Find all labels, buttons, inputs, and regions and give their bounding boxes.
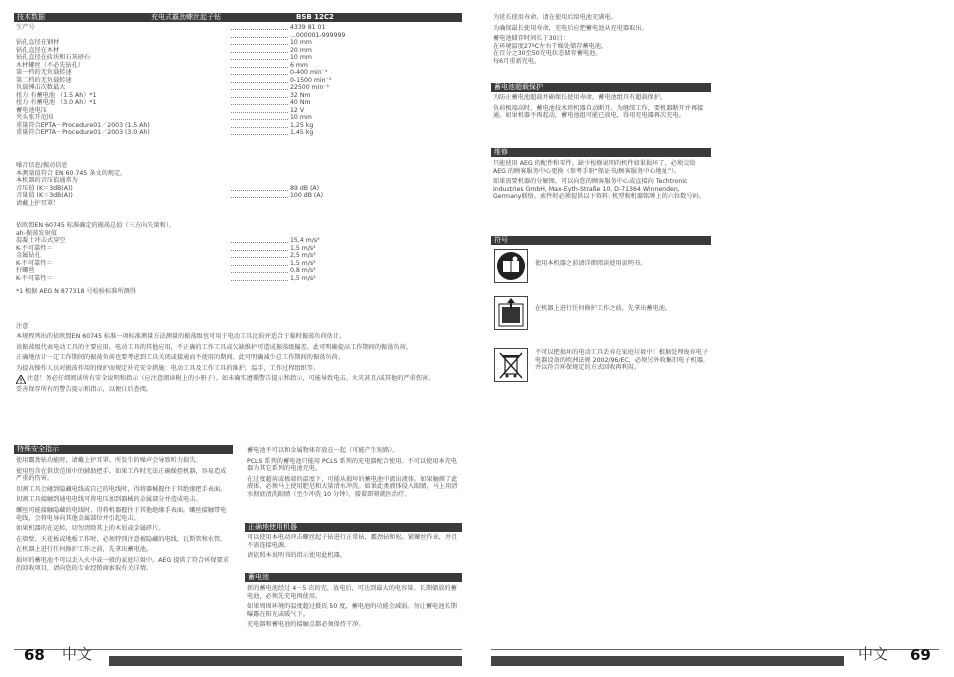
spec-row-value: 4339 81 01 (290, 24, 326, 31)
leader-dots (231, 265, 288, 266)
safety-paragraph: 在过度超荷或极端的温度下，可能从损坏的蓄电池中流出液体。如果触摸了此液体，必须马上使用肥皂和大量清水冲洗。如果此类液体侵入眼睛，马上用清水彻底清洗眼睛（至少冲洗 10 分钟），接着即刻就医治疗。 (247, 475, 458, 498)
spec-row-value: 32 Nm (290, 91, 311, 99)
spec-row-value: ...000001-999999 (290, 31, 346, 39)
warning-paragraph (16, 375, 458, 383)
noise-row-label: 音量值 (K＝3dB(A)) (16, 192, 73, 199)
usage-header: 正确地使用机器 (245, 523, 462, 532)
vibration-row-value: 0,8 m/s² (290, 267, 316, 274)
symbol-text-weee: 不可以把损坏的电动工具丢弃在家庭垃圾中！根据处理废弃电子电器设备的欧洲法规 2002/96/EC，必须另外收集旧电子机器，并以符合环保规定的方式回收再利用。 (535, 349, 710, 372)
spec-row-label: 木材螺丝（不必先钻孔） (16, 61, 85, 69)
spec-row (16, 47, 356, 55)
service-paragraph: 如果需要机器的分解图，可以向您的顾客服务中心或直接向 Techtronic Industries GmbH, Max-Eyth-Straße 10, D-71364 Winnenden, Germany联络。索件时必须提供以下资料: 机型和机器铭牌上的六位数号码。 (493, 178, 705, 201)
vibration-row-label: 拧螺丝 (16, 267, 35, 274)
notice-paragraph: 妥善保存所有的警告提示和指示，以便日后查阅。 (16, 385, 153, 393)
warning-text: 注意！务必仔细阅读所有安全说明和指示（应注意阅读附上的小册子）。如未确实遵循警告提示和指示，可能导致电击、火灾甚且/或其他的严重伤害。 (27, 375, 435, 383)
vibration-row-label: K-不可靠性＝ (16, 274, 53, 282)
battery-paragraph: 新的蓄电池经过 4－5 次的充，放电后，可达到最大的电容量。长期储放的蓄电池，必须先充电再使用。 (247, 585, 457, 600)
spec-row-value: 22500 min⁻¹ (290, 84, 330, 91)
vibration-table (16, 222, 356, 282)
spec-row-value: 1,45 kg (290, 129, 314, 136)
vibration-row-value: 1,5 m/s² (290, 244, 316, 252)
usage-paragraph: 可以使用本电动冲击螺丝起子钻进行正常钻，霸劲钻和松、紧螺丝作业，并且不需连接电源。 (247, 534, 458, 549)
symbols-header: 符号 (491, 236, 711, 245)
vibration-row (16, 222, 356, 230)
spec-row-label: 钻孔直径在砖块和石灰砂石 (16, 54, 91, 61)
spec-row-label: 钻孔直径在木材 (16, 46, 60, 54)
vibration-row-value: 2,5 m/s² (290, 252, 316, 259)
safety-paragraph: 在墙壁、天花板或地板工作时，必须特别注意被隐藏的电线，瓦斯管和水管。 (16, 535, 227, 543)
spec-row-label: 第二档的无负载转速 (16, 76, 72, 84)
noise-row (16, 185, 356, 193)
vibration-row-value: 15,4 m/s² (290, 237, 320, 244)
footnote: *1 根据 AEG N 877318 号检验标准所测得 (16, 288, 136, 295)
spec-row (16, 107, 356, 115)
spec-row (16, 129, 356, 137)
leader-dots (231, 112, 288, 113)
battery-text (247, 585, 462, 632)
intro-line: 每6月重新充电。 (493, 57, 541, 65)
safety-header: 特殊安全指示 (14, 445, 233, 454)
spec-row-label: 负载锤击次数最大 (16, 84, 66, 91)
leader-dots (231, 250, 288, 251)
spec-table (16, 24, 356, 137)
vibration-row-label: 混凝土冲击式穿空 (16, 237, 66, 244)
safety-paragraph: 蓄电池不可以和金属物体存放在一起（可能产生短路）。 (247, 447, 399, 454)
leader-dots (231, 272, 288, 273)
spec-row-value: 20 mm (290, 46, 312, 54)
spec-row-label: 重量符合EPTA－Procedure01／2003 (3.0 Ah) (16, 129, 150, 136)
service-header: 维修 (491, 148, 711, 157)
noise-row-label: 噪音信息/振动信息 (16, 162, 68, 169)
usage-paragraph: 请依照本说明书的指示使用此机器。 (247, 552, 346, 560)
spec-row (16, 69, 356, 77)
tech-data-title: 技术数据 (17, 13, 45, 21)
spec-row (16, 122, 356, 130)
safety-column-2 (247, 447, 462, 502)
service-paragraph: 只能使用 AEG 的配件和零件。缺少检修说明的机件如果损坏了，必须交给 AEG 的顾客服务中心更换（参考手册“保证书/顾客服务中心地址”）。 (493, 160, 696, 175)
vibration-row-label: K-不可靠性＝ (16, 259, 53, 267)
spec-row (16, 24, 356, 32)
spec-row-label: 钻孔直径在钢材 (16, 39, 60, 46)
spec-row-label: 重量符合EPTA－Procedure01／2003 (1.5 Ah) (16, 121, 150, 129)
leader-dots (231, 52, 288, 53)
leader-dots (231, 104, 288, 105)
product-description: 充电式霸劲螺丝起子钻 (151, 13, 221, 21)
leader-dots (231, 119, 288, 120)
vibration-row (16, 230, 356, 238)
noise-row-value: 100 dB (A) (290, 192, 323, 199)
battery-paragraph: 如果周围环境的温度超过摄氏 50 度，蓄电池的功能会减弱。勿让蓄电池长期曝露在阳光或暖气下。 (247, 603, 457, 618)
noise-table (16, 162, 356, 207)
usage-text (247, 534, 462, 563)
language-label-right: 中文 (858, 645, 889, 663)
noise-row (16, 192, 356, 200)
spec-row-value: 10 mm (290, 114, 312, 121)
vibration-row (16, 245, 356, 253)
intro-line: 蓄电池储存时间长于30日： (493, 35, 569, 43)
noise-row-label: 音压值 (K＝3dB(A)) (16, 184, 73, 192)
vibration-row-value: 1,5 m/s² (290, 259, 316, 267)
spec-row-value: 1,25 kg (290, 121, 314, 129)
page-number-left: 68 (24, 646, 45, 664)
spec-row (16, 39, 356, 47)
leader-dots (231, 127, 288, 128)
spec-row (16, 54, 356, 62)
leader-dots (231, 242, 288, 243)
weee-bin-icon (494, 348, 528, 382)
vibration-row (16, 275, 356, 283)
leader-dots (231, 67, 288, 68)
notice-paragraph: 正确地估计一定工作期间的振荡负荷也要考虑到工具关闭或接通而不使用的期间。此可明确减少总工作期间的振荡负荷。 (16, 354, 344, 362)
leader-dots (231, 29, 288, 30)
leader-dots (231, 97, 288, 98)
safety-paragraph: 如果机器的在运转，切勿清除其上的木屑或金属碎片。 (16, 525, 165, 533)
spec-row-value: 10 mm (290, 39, 312, 46)
spec-row (16, 99, 356, 107)
noise-row-label: 请戴上护耳罩！ (16, 199, 60, 207)
safety-paragraph: 切割工具接触到通电电线可将电压加到器械的金属部分并造成电击。 (16, 496, 202, 504)
spec-row-label: 生产号 (16, 24, 35, 31)
safety-paragraph: 使用包含在供货范围中的辅助把手。如果工作时无法正确操控机器，容易造成严重的伤害。 (16, 467, 227, 483)
leader-dots (231, 197, 288, 198)
leader-dots (231, 257, 288, 258)
warning-triangle-icon (16, 375, 26, 387)
remove-battery-icon (494, 296, 528, 330)
leader-dots (231, 44, 288, 45)
vibration-row-label: 金属钻孔 (16, 252, 41, 259)
noise-row-value: 89 dB (A) (290, 184, 320, 192)
vibration-row (16, 267, 356, 275)
notice-title: 注意 (16, 323, 29, 330)
spec-row-label: 扭力 有蓄电池 （3.0 Ah）*1 (16, 99, 97, 106)
battery-header: 蓄电池 (245, 573, 462, 582)
tech-data-header (14, 13, 462, 22)
service-text (493, 160, 709, 204)
spec-row-label: 扭力 有蓄电池 （1.5 Ah）*1 (16, 91, 97, 99)
spec-row-label: 夹头张开范围 (16, 114, 54, 121)
leader-dots (231, 89, 288, 90)
safety-paragraph: 切割工具会碰到隐藏电线或自己的电线时，得将器械握住于其绝缘把手表面。 (16, 485, 227, 493)
overload-paragraph: 为防止蓄电池超载并确保长使用寿命，蓄电池组具有超载保护。 (493, 94, 667, 101)
spec-row-value: 6 mm (290, 61, 308, 69)
battery-paragraph: 充电器和蓄电池的接触点都必须保持干净。 (247, 621, 365, 629)
intro-paragraph: 为确保最长使用寿命，充电后应把蓄电池从充电器取出。 (493, 24, 648, 32)
page-number-right: 69 (910, 646, 931, 664)
noise-row (16, 170, 356, 178)
leader-dots (231, 134, 288, 135)
noise-row (16, 162, 356, 170)
noise-row-label: 本测量值符合 EN 60 745 条文的规定。 (16, 169, 127, 177)
spec-row-value: 40 Nm (290, 99, 311, 106)
vibration-row-label: ah-振荡发射值 (16, 229, 57, 237)
safety-column-1 (16, 457, 232, 575)
vibration-row-label: K-不可靠性＝ (16, 244, 53, 252)
intro-line: 在百分之30至50充电状态储存蓄电池。 (493, 50, 602, 58)
notice-paragraph: 该振荡级代表电动工具的主要应用。电动工具的其他应用，不正确的工作工具或欠缺维护可造成振荡级偏差。此可明确提高工作期间的振荡负荷。 (16, 343, 412, 351)
language-label-left: 中文 (62, 645, 93, 663)
safety-paragraph: 损坏的蓄电池不可以丢入火中或一般的家庭垃圾中。AEG 提供了符合环保要求的回收项目，请向您的专业经销商索取有关详情。 (16, 556, 229, 572)
intro-text (493, 14, 711, 66)
notice-paragraphs (16, 333, 458, 397)
vibration-row-label: 依欧盟EN 60745 标准确定的振荡总值（三方向矢量和）。 (16, 222, 175, 229)
spec-row (16, 62, 356, 70)
leader-dots (231, 190, 288, 191)
noise-row-label: 本机器的音压值通常为 (16, 177, 78, 184)
notice-paragraph: 本规程列出的依欧盟EN 60745 标准一项标准测量方法测量的振荡级也可用于电动工具比较并适合于临时振荡负荷估计。 (16, 333, 346, 340)
spec-row (16, 77, 356, 85)
spec-row-value: 10 mm (290, 54, 312, 61)
vibration-row (16, 252, 356, 260)
intro-line: 在环境温度27ºC左右干燥处储存蓄电池。 (493, 42, 608, 50)
spec-row (16, 92, 356, 100)
spec-row (16, 84, 356, 92)
safety-paragraph: PCLS 系列的蓄电池只能用 PCLS 系列的充电器配合使用。不可以使用本充电器为其它系列的电池充电。 (247, 457, 458, 473)
leader-dots (231, 280, 288, 281)
vibration-row-value: 1,5 m/s² (290, 274, 316, 282)
overload-header: 蓄电池超载保护 (491, 83, 711, 92)
vibration-row (16, 237, 356, 245)
noise-row (16, 200, 356, 208)
spec-row (16, 32, 356, 40)
leader-dots (231, 37, 288, 38)
leader-dots (231, 59, 288, 60)
spec-row-value: 0-400 min⁻¹ (290, 69, 328, 76)
footer-bar-right (491, 656, 844, 666)
leader-dots (231, 74, 288, 75)
intro-paragraph: 为延长使用寿命，请在使用后给电池充满电。 (493, 14, 617, 21)
spec-row-value: 12 V (290, 106, 305, 114)
spec-row-label: 蓄电池电压 (16, 106, 47, 114)
notice-paragraph: 为提高操作人员对振荡作用的保护而规定补充安全措施：电动工具及工作工具的维护，温手，工作过程组织等。 (16, 364, 320, 372)
spec-row (16, 114, 356, 122)
safety-paragraph: 在机器上进行任何修护工作之前，先拿出蓄电池。 (16, 546, 153, 554)
noise-row (16, 177, 356, 185)
spec-row-label: 第一档的无负载转速 (16, 69, 72, 76)
leader-dots (231, 82, 288, 83)
read-manual-icon (494, 249, 528, 283)
overload-paragraph: 负荷极端高时，蓄电池技术将机器自动断开。为继续工作，要机器断开并再接通。如果机器不再起动，蓄电池组可能已放电，得用充电器再次充电。 (493, 104, 704, 120)
vibration-row (16, 260, 356, 268)
footer-bar-left (109, 656, 462, 666)
symbol-text-remove-battery: 在机器上进行任何修护工作之前，先拿出蓄电池。 (535, 305, 672, 312)
spec-row-value: 0-1500 min⁻¹ (290, 76, 332, 84)
symbol-text-read-manual: 使用本机器之前请详细阅读使用说明书。 (535, 260, 647, 267)
safety-paragraph: 使用霸劲钻功能时，请戴上护耳罩。所发生的噪声会导致听力损失。 (16, 457, 202, 464)
model-name: BSB 12C2 (296, 13, 334, 21)
overload-text (493, 94, 709, 123)
safety-paragraph: 螺丝可能接触隐藏的电线时，得将机器握住于其他绝缘手表面。螺丝接触带电电线，会将电导向其他金属部位并引起电击。 (16, 506, 227, 522)
